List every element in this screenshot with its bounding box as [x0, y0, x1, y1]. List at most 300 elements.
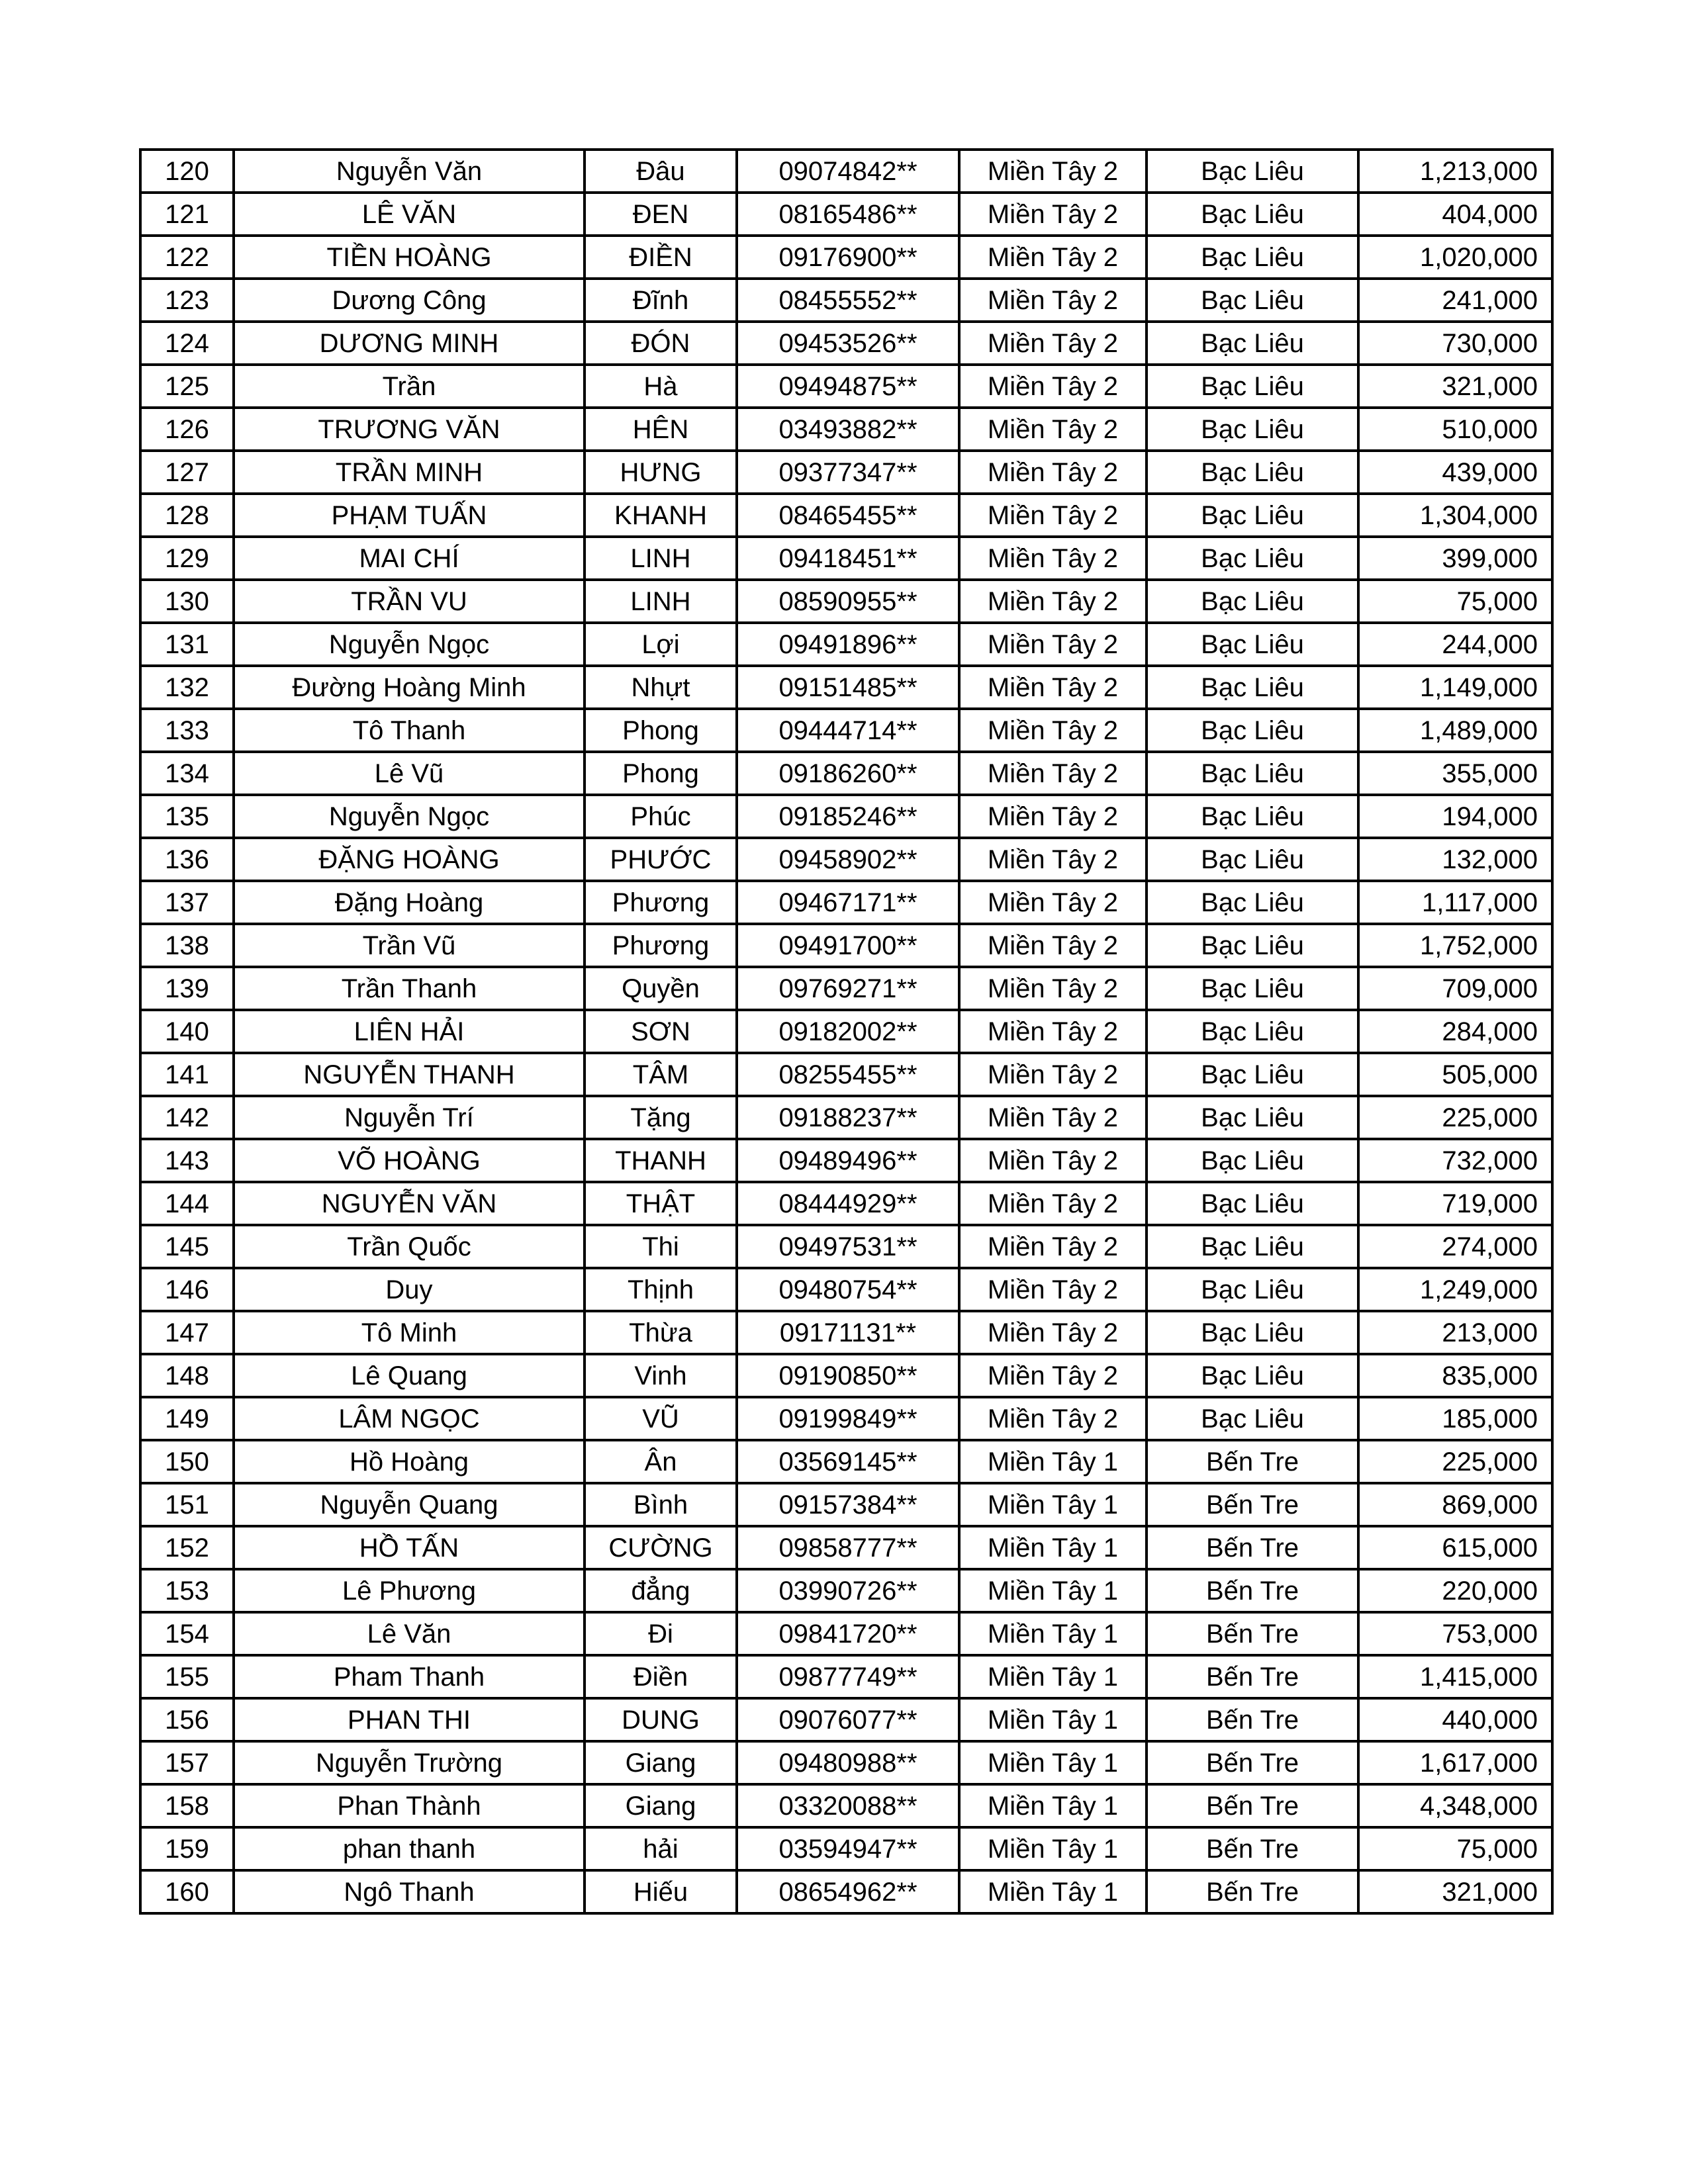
amount-cell: 220,000 — [1358, 1569, 1552, 1612]
province-cell: Bạc Liêu — [1147, 709, 1358, 752]
amount-cell: 1,117,000 — [1358, 881, 1552, 924]
phone-cell: 09074842** — [737, 150, 959, 193]
given-name-cell: THANH — [585, 1139, 737, 1182]
table-row — [140, 451, 1552, 494]
amount-cell: 1,415,000 — [1358, 1655, 1552, 1698]
amount-cell: 615,000 — [1358, 1526, 1552, 1569]
amount-cell: 132,000 — [1358, 838, 1552, 881]
region-cell: Miền Tây 2 — [959, 580, 1147, 623]
surname-cell: Tô Minh — [234, 1311, 585, 1354]
row-number-cell: 152 — [140, 1526, 234, 1569]
given-name-cell: Nhựt — [585, 666, 737, 709]
region-cell: Miền Tây 2 — [959, 967, 1147, 1010]
phone-cell: 08255455** — [737, 1053, 959, 1096]
table-row — [140, 881, 1552, 924]
row-number-cell: 156 — [140, 1698, 234, 1741]
phone-cell: 09491896** — [737, 623, 959, 666]
amount-cell: 75,000 — [1358, 1827, 1552, 1870]
given-name-cell: ĐEN — [585, 193, 737, 236]
row-number-cell: 153 — [140, 1569, 234, 1612]
row-number-cell: 141 — [140, 1053, 234, 1096]
region-cell: Miền Tây 2 — [959, 709, 1147, 752]
given-name-cell: LINH — [585, 537, 737, 580]
amount-cell: 730,000 — [1358, 322, 1552, 365]
surname-cell: LIÊN HẢI — [234, 1010, 585, 1053]
given-name-cell: hải — [585, 1827, 737, 1870]
phone-cell: 08455552** — [737, 279, 959, 322]
row-number-cell: 158 — [140, 1784, 234, 1827]
given-name-cell: Điền — [585, 1655, 737, 1698]
surname-cell: Trần — [234, 365, 585, 408]
region-cell: Miền Tây 2 — [959, 1225, 1147, 1268]
given-name-cell: PHƯỚC — [585, 838, 737, 881]
province-cell: Bạc Liêu — [1147, 623, 1358, 666]
amount-cell: 274,000 — [1358, 1225, 1552, 1268]
given-name-cell: Phong — [585, 709, 737, 752]
surname-cell: PHẠM TUẤN — [234, 494, 585, 537]
region-cell: Miền Tây 2 — [959, 1096, 1147, 1139]
region-cell: Miền Tây 2 — [959, 838, 1147, 881]
surname-cell: NGUYỄN VĂN — [234, 1182, 585, 1225]
table-row — [140, 1698, 1552, 1741]
province-cell: Bạc Liêu — [1147, 924, 1358, 967]
row-number-cell: 149 — [140, 1397, 234, 1440]
phone-cell: 09489496** — [737, 1139, 959, 1182]
amount-cell: 1,752,000 — [1358, 924, 1552, 967]
amount-cell: 510,000 — [1358, 408, 1552, 451]
phone-cell: 09769271** — [737, 967, 959, 1010]
phone-cell: 03594947** — [737, 1827, 959, 1870]
table-row — [140, 365, 1552, 408]
phone-cell: 09190850** — [737, 1354, 959, 1397]
table-row — [140, 666, 1552, 709]
table-row — [140, 1526, 1552, 1569]
phone-cell: 09185246** — [737, 795, 959, 838]
region-cell: Miền Tây 1 — [959, 1741, 1147, 1784]
amount-cell: 241,000 — [1358, 279, 1552, 322]
surname-cell: Pham Thanh — [234, 1655, 585, 1698]
surname-cell: ĐẶNG HOÀNG — [234, 838, 585, 881]
amount-cell: 753,000 — [1358, 1612, 1552, 1655]
row-number-cell: 134 — [140, 752, 234, 795]
region-cell: Miền Tây 2 — [959, 1311, 1147, 1354]
table-row — [140, 494, 1552, 537]
amount-cell: 1,304,000 — [1358, 494, 1552, 537]
amount-cell: 284,000 — [1358, 1010, 1552, 1053]
given-name-cell: TÂM — [585, 1053, 737, 1096]
table-row — [140, 537, 1552, 580]
table-row — [140, 1784, 1552, 1827]
table-row — [140, 1225, 1552, 1268]
region-cell: Miền Tây 1 — [959, 1483, 1147, 1526]
phone-cell: 09186260** — [737, 752, 959, 795]
region-cell: Miền Tây 2 — [959, 924, 1147, 967]
phone-cell: 09182002** — [737, 1010, 959, 1053]
province-cell: Bạc Liêu — [1147, 279, 1358, 322]
surname-cell: Duy — [234, 1268, 585, 1311]
phone-cell: 09467171** — [737, 881, 959, 924]
phone-cell: 09877749** — [737, 1655, 959, 1698]
phone-cell: 09176900** — [737, 236, 959, 279]
table-row — [140, 1655, 1552, 1698]
amount-cell: 321,000 — [1358, 1870, 1552, 1913]
given-name-cell: ĐÓN — [585, 322, 737, 365]
row-number-cell: 155 — [140, 1655, 234, 1698]
region-cell: Miền Tây 1 — [959, 1870, 1147, 1913]
row-number-cell: 124 — [140, 322, 234, 365]
given-name-cell: Phương — [585, 881, 737, 924]
province-cell: Bạc Liêu — [1147, 1225, 1358, 1268]
given-name-cell: ĐIỀN — [585, 236, 737, 279]
province-cell: Bạc Liêu — [1147, 236, 1358, 279]
province-cell: Bạc Liêu — [1147, 365, 1358, 408]
amount-cell: 719,000 — [1358, 1182, 1552, 1225]
surname-cell: Nguyễn Văn — [234, 150, 585, 193]
row-number-cell: 135 — [140, 795, 234, 838]
given-name-cell: Giang — [585, 1784, 737, 1827]
province-cell: Bạc Liêu — [1147, 1268, 1358, 1311]
table-row — [140, 150, 1552, 193]
region-cell: Miền Tây 2 — [959, 1268, 1147, 1311]
amount-cell: 1,213,000 — [1358, 150, 1552, 193]
province-cell: Bến Tre — [1147, 1741, 1358, 1784]
row-number-cell: 126 — [140, 408, 234, 451]
amount-cell: 404,000 — [1358, 193, 1552, 236]
row-number-cell: 144 — [140, 1182, 234, 1225]
surname-cell: Nguyễn Trường — [234, 1741, 585, 1784]
phone-cell: 09418451** — [737, 537, 959, 580]
given-name-cell: Lợi — [585, 623, 737, 666]
row-number-cell: 157 — [140, 1741, 234, 1784]
region-cell: Miền Tây 2 — [959, 795, 1147, 838]
table-row — [140, 1483, 1552, 1526]
table-row — [140, 1096, 1552, 1139]
surname-cell: Lê Phương — [234, 1569, 585, 1612]
region-cell: Miền Tây 2 — [959, 1182, 1147, 1225]
given-name-cell: Thịnh — [585, 1268, 737, 1311]
surname-cell: MAI CHÍ — [234, 537, 585, 580]
amount-cell: 75,000 — [1358, 580, 1552, 623]
row-number-cell: 132 — [140, 666, 234, 709]
table-row — [140, 838, 1552, 881]
table-row — [140, 1612, 1552, 1655]
amount-cell: 1,617,000 — [1358, 1741, 1552, 1784]
province-cell: Bến Tre — [1147, 1870, 1358, 1913]
amount-cell: 355,000 — [1358, 752, 1552, 795]
phone-cell: 09491700** — [737, 924, 959, 967]
province-cell: Bạc Liêu — [1147, 1397, 1358, 1440]
recipient-table — [139, 148, 1554, 1915]
given-name-cell: Vinh — [585, 1354, 737, 1397]
given-name-cell: Hiếu — [585, 1870, 737, 1913]
given-name-cell: Đĩnh — [585, 279, 737, 322]
surname-cell: Lê Quang — [234, 1354, 585, 1397]
region-cell: Miền Tây 2 — [959, 279, 1147, 322]
amount-cell: 225,000 — [1358, 1440, 1552, 1483]
row-number-cell: 145 — [140, 1225, 234, 1268]
surname-cell: Nguyễn Ngọc — [234, 795, 585, 838]
phone-cell: 08465455** — [737, 494, 959, 537]
row-number-cell: 154 — [140, 1612, 234, 1655]
phone-cell: 09199849** — [737, 1397, 959, 1440]
province-cell: Bến Tre — [1147, 1655, 1358, 1698]
province-cell: Bạc Liêu — [1147, 150, 1358, 193]
row-number-cell: 120 — [140, 150, 234, 193]
province-cell: Bến Tre — [1147, 1698, 1358, 1741]
surname-cell: Nguyễn Ngọc — [234, 623, 585, 666]
region-cell: Miền Tây 2 — [959, 150, 1147, 193]
region-cell: Miền Tây 2 — [959, 623, 1147, 666]
surname-cell: Trần Quốc — [234, 1225, 585, 1268]
region-cell: Miền Tây 2 — [959, 236, 1147, 279]
row-number-cell: 127 — [140, 451, 234, 494]
phone-cell: 09494875** — [737, 365, 959, 408]
given-name-cell: Phong — [585, 752, 737, 795]
region-cell: Miền Tây 2 — [959, 408, 1147, 451]
province-cell: Bạc Liêu — [1147, 408, 1358, 451]
region-cell: Miền Tây 1 — [959, 1655, 1147, 1698]
surname-cell: Nguyễn Quang — [234, 1483, 585, 1526]
amount-cell: 439,000 — [1358, 451, 1552, 494]
given-name-cell: VŨ — [585, 1397, 737, 1440]
amount-cell: 869,000 — [1358, 1483, 1552, 1526]
table-row — [140, 967, 1552, 1010]
province-cell: Bạc Liêu — [1147, 795, 1358, 838]
given-name-cell: Thi — [585, 1225, 737, 1268]
province-cell: Bạc Liêu — [1147, 1354, 1358, 1397]
table-row — [140, 795, 1552, 838]
amount-cell: 213,000 — [1358, 1311, 1552, 1354]
row-number-cell: 137 — [140, 881, 234, 924]
amount-cell: 1,489,000 — [1358, 709, 1552, 752]
region-cell: Miền Tây 1 — [959, 1526, 1147, 1569]
surname-cell: Trần Vũ — [234, 924, 585, 967]
province-cell: Bạc Liêu — [1147, 1096, 1358, 1139]
region-cell: Miền Tây 2 — [959, 193, 1147, 236]
row-number-cell: 160 — [140, 1870, 234, 1913]
surname-cell: TRƯƠNG VĂN — [234, 408, 585, 451]
table-row — [140, 236, 1552, 279]
given-name-cell: LINH — [585, 580, 737, 623]
province-cell: Bạc Liêu — [1147, 1311, 1358, 1354]
given-name-cell: Ân — [585, 1440, 737, 1483]
phone-cell: 09497531** — [737, 1225, 959, 1268]
phone-cell: 08654962** — [737, 1870, 959, 1913]
surname-cell: Ngô Thanh — [234, 1870, 585, 1913]
row-number-cell: 122 — [140, 236, 234, 279]
phone-cell: 09444714** — [737, 709, 959, 752]
table-row — [140, 193, 1552, 236]
table-row — [140, 1870, 1552, 1913]
phone-cell: 09458902** — [737, 838, 959, 881]
table-row — [140, 1053, 1552, 1096]
row-number-cell: 139 — [140, 967, 234, 1010]
region-cell: Miền Tây 2 — [959, 322, 1147, 365]
phone-cell: 09858777** — [737, 1526, 959, 1569]
province-cell: Bến Tre — [1147, 1612, 1358, 1655]
province-cell: Bạc Liêu — [1147, 322, 1358, 365]
given-name-cell: SƠN — [585, 1010, 737, 1053]
surname-cell: PHAN THI — [234, 1698, 585, 1741]
given-name-cell: Phương — [585, 924, 737, 967]
table-row — [140, 1182, 1552, 1225]
region-cell: Miền Tây 2 — [959, 1139, 1147, 1182]
surname-cell: DƯƠNG MINH — [234, 322, 585, 365]
phone-cell: 03493882** — [737, 408, 959, 451]
amount-cell: 4,348,000 — [1358, 1784, 1552, 1827]
phone-cell: 09480988** — [737, 1741, 959, 1784]
province-cell: Bạc Liêu — [1147, 881, 1358, 924]
table-row — [140, 580, 1552, 623]
table-row — [140, 1354, 1552, 1397]
province-cell: Bến Tre — [1147, 1784, 1358, 1827]
province-cell: Bạc Liêu — [1147, 537, 1358, 580]
province-cell: Bến Tre — [1147, 1483, 1358, 1526]
surname-cell: Tô Thanh — [234, 709, 585, 752]
province-cell: Bến Tre — [1147, 1440, 1358, 1483]
amount-cell: 732,000 — [1358, 1139, 1552, 1182]
table-row — [140, 924, 1552, 967]
amount-cell: 244,000 — [1358, 623, 1552, 666]
surname-cell: Dương Công — [234, 279, 585, 322]
region-cell: Miền Tây 2 — [959, 1010, 1147, 1053]
region-cell: Miền Tây 2 — [959, 752, 1147, 795]
region-cell: Miền Tây 1 — [959, 1440, 1147, 1483]
province-cell: Bạc Liêu — [1147, 752, 1358, 795]
row-number-cell: 150 — [140, 1440, 234, 1483]
surname-cell: Nguyễn Trí — [234, 1096, 585, 1139]
given-name-cell: HƯNG — [585, 451, 737, 494]
table-row — [140, 1268, 1552, 1311]
phone-cell: 09377347** — [737, 451, 959, 494]
given-name-cell: Bình — [585, 1483, 737, 1526]
surname-cell: Phan Thành — [234, 1784, 585, 1827]
phone-cell: 09076077** — [737, 1698, 959, 1741]
row-number-cell: 146 — [140, 1268, 234, 1311]
surname-cell: NGUYỄN THANH — [234, 1053, 585, 1096]
province-cell: Bạc Liêu — [1147, 1182, 1358, 1225]
table-row — [140, 279, 1552, 322]
given-name-cell: Quyền — [585, 967, 737, 1010]
surname-cell: TRẦN MINH — [234, 451, 585, 494]
row-number-cell: 143 — [140, 1139, 234, 1182]
surname-cell: TIỀN HOÀNG — [234, 236, 585, 279]
surname-cell: TRẦN VU — [234, 580, 585, 623]
phone-cell: 08444929** — [737, 1182, 959, 1225]
row-number-cell: 142 — [140, 1096, 234, 1139]
row-number-cell: 151 — [140, 1483, 234, 1526]
given-name-cell: Hà — [585, 365, 737, 408]
phone-cell: 03320088** — [737, 1784, 959, 1827]
row-number-cell: 121 — [140, 193, 234, 236]
province-cell: Bạc Liêu — [1147, 451, 1358, 494]
region-cell: Miền Tây 1 — [959, 1612, 1147, 1655]
amount-cell: 709,000 — [1358, 967, 1552, 1010]
amount-cell: 321,000 — [1358, 365, 1552, 408]
region-cell: Miền Tây 2 — [959, 365, 1147, 408]
surname-cell: HỒ TẤN — [234, 1526, 585, 1569]
row-number-cell: 147 — [140, 1311, 234, 1354]
region-cell: Miền Tây 1 — [959, 1827, 1147, 1870]
given-name-cell: Tặng — [585, 1096, 737, 1139]
row-number-cell: 138 — [140, 924, 234, 967]
phone-cell: 08165486** — [737, 193, 959, 236]
province-cell: Bến Tre — [1147, 1526, 1358, 1569]
given-name-cell: DUNG — [585, 1698, 737, 1741]
province-cell: Bạc Liêu — [1147, 494, 1358, 537]
amount-cell: 185,000 — [1358, 1397, 1552, 1440]
table-row — [140, 1139, 1552, 1182]
phone-cell: 09151485** — [737, 666, 959, 709]
amount-cell: 225,000 — [1358, 1096, 1552, 1139]
province-cell: Bến Tre — [1147, 1569, 1358, 1612]
table-row — [140, 623, 1552, 666]
province-cell: Bạc Liêu — [1147, 838, 1358, 881]
surname-cell: Đường Hoàng Minh — [234, 666, 585, 709]
table-row — [140, 752, 1552, 795]
province-cell: Bạc Liêu — [1147, 967, 1358, 1010]
table-row — [140, 1827, 1552, 1870]
phone-cell: 09453526** — [737, 322, 959, 365]
amount-cell: 505,000 — [1358, 1053, 1552, 1096]
amount-cell: 1,149,000 — [1358, 666, 1552, 709]
region-cell: Miền Tây 2 — [959, 1397, 1147, 1440]
row-number-cell: 125 — [140, 365, 234, 408]
province-cell: Bạc Liêu — [1147, 1139, 1358, 1182]
table-row — [140, 1311, 1552, 1354]
surname-cell: phan thanh — [234, 1827, 585, 1870]
province-cell: Bạc Liêu — [1147, 1010, 1358, 1053]
phone-cell: 09188237** — [737, 1096, 959, 1139]
row-number-cell: 159 — [140, 1827, 234, 1870]
phone-cell: 03990726** — [737, 1569, 959, 1612]
amount-cell: 1,249,000 — [1358, 1268, 1552, 1311]
table-row — [140, 709, 1552, 752]
table-body — [140, 150, 1552, 1913]
province-cell: Bạc Liêu — [1147, 580, 1358, 623]
region-cell: Miền Tây 2 — [959, 666, 1147, 709]
row-number-cell: 123 — [140, 279, 234, 322]
given-name-cell: THẬT — [585, 1182, 737, 1225]
amount-cell: 835,000 — [1358, 1354, 1552, 1397]
table-row — [140, 322, 1552, 365]
surname-cell: Đặng Hoàng — [234, 881, 585, 924]
region-cell: Miền Tây 1 — [959, 1698, 1147, 1741]
amount-cell: 1,020,000 — [1358, 236, 1552, 279]
table-row — [140, 1010, 1552, 1053]
row-number-cell: 131 — [140, 623, 234, 666]
surname-cell: LÂM NGỌC — [234, 1397, 585, 1440]
row-number-cell: 140 — [140, 1010, 234, 1053]
surname-cell: Hồ Hoàng — [234, 1440, 585, 1483]
given-name-cell: đẳng — [585, 1569, 737, 1612]
surname-cell: VÕ HOÀNG — [234, 1139, 585, 1182]
given-name-cell: CƯỜNG — [585, 1526, 737, 1569]
amount-cell: 399,000 — [1358, 537, 1552, 580]
row-number-cell: 130 — [140, 580, 234, 623]
given-name-cell: Phúc — [585, 795, 737, 838]
amount-cell: 440,000 — [1358, 1698, 1552, 1741]
row-number-cell: 136 — [140, 838, 234, 881]
region-cell: Miền Tây 1 — [959, 1569, 1147, 1612]
region-cell: Miền Tây 1 — [959, 1784, 1147, 1827]
surname-cell: Lê Văn — [234, 1612, 585, 1655]
table-row — [140, 1569, 1552, 1612]
province-cell: Bạc Liêu — [1147, 1053, 1358, 1096]
row-number-cell: 148 — [140, 1354, 234, 1397]
phone-cell: 09157384** — [737, 1483, 959, 1526]
row-number-cell: 133 — [140, 709, 234, 752]
